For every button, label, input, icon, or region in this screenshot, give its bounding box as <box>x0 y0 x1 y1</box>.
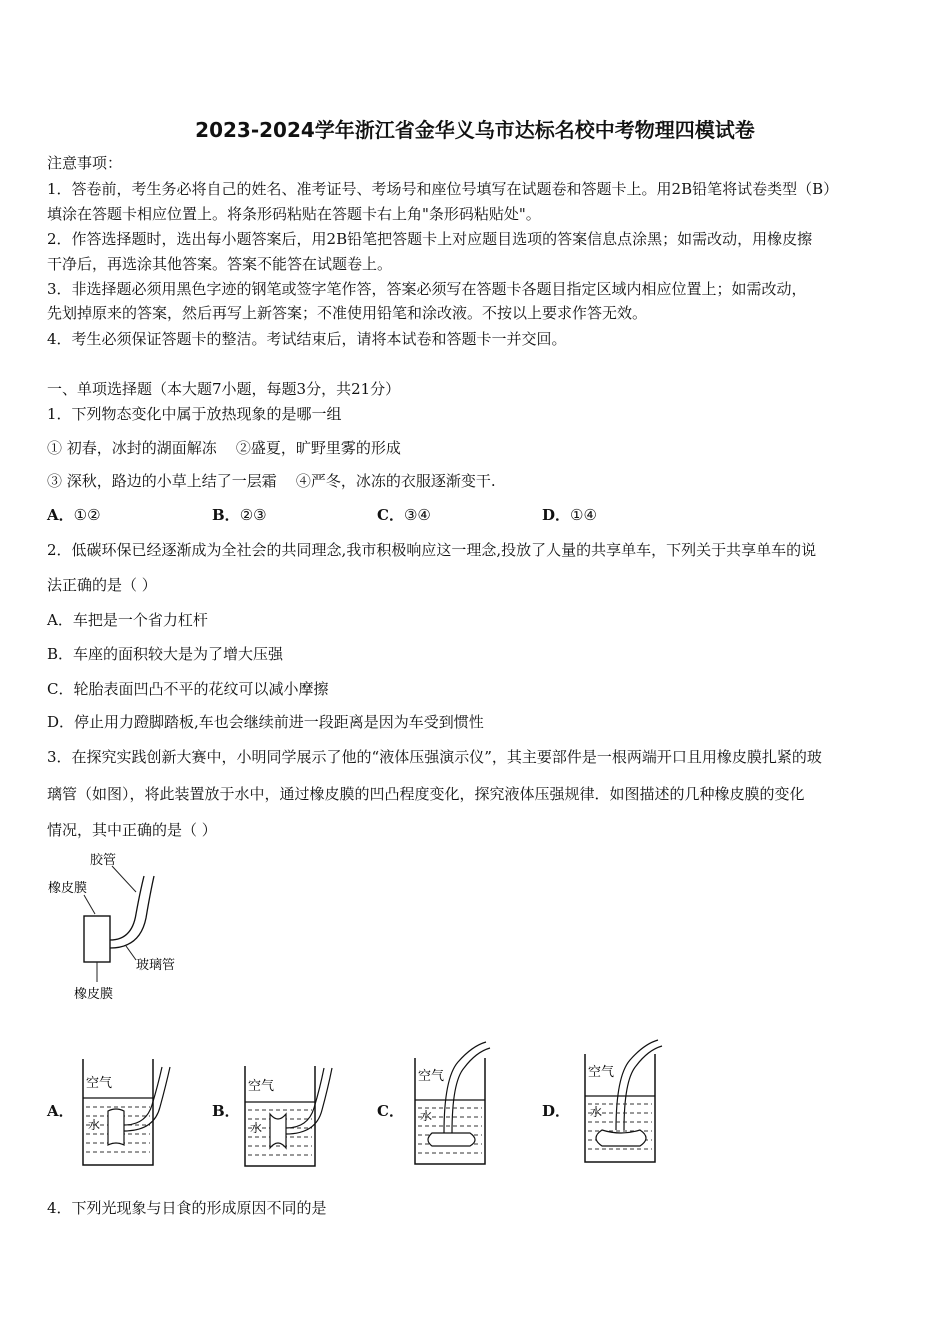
air-label: 空气 <box>86 1076 113 1091</box>
q4-stem: 4．下列光现象与日食的形成原因不同的是 <box>47 1199 327 1217</box>
notice-heading: 注意事项： <box>47 154 123 172</box>
notice-line: 干净后，再选涂其他答案。答案不能答在试题卷上。 <box>47 255 393 273</box>
q1-option-b[interactable]: B．②③ <box>212 506 267 524</box>
q2-stem: 2．低碳环保已经逐渐成为全社会的共同理念,我市积极响应这一理念,投放了人量的共享单车，下列关于共享单车的说 <box>47 541 817 559</box>
leader-line <box>112 866 136 892</box>
hose <box>616 1040 658 1130</box>
q1-stem: 1．下列物态变化中属于放热现象的是哪一组 <box>47 405 342 423</box>
beaker-a[interactable] <box>78 1055 188 1170</box>
air-label: 空气 <box>418 1069 445 1084</box>
membrane-top-label: 橡皮膜 <box>48 881 88 896</box>
glass-tube-label: 玻璃管 <box>136 958 176 973</box>
q3-option-d-label[interactable]: D． <box>542 1102 571 1120</box>
q3-stem-cont2: 情况，其中正确的是（ ） <box>47 821 217 839</box>
water-label: 水 <box>88 1118 101 1132</box>
notice-line: 3．非选择题必须用黑色字迹的钢笔或签字笔作答，答案必须写在答题卡各题目指定区域内相应位置上；如需改动， <box>47 280 807 298</box>
q1-statement-1: ① 初春，冰封的湖面解冻 ②盛夏，旷野里雾的形成 <box>47 439 401 457</box>
air-label: 空气 <box>588 1065 615 1080</box>
apparatus-figure <box>40 848 200 1008</box>
tube-concave <box>270 1114 286 1148</box>
q2-option-a[interactable]: A．车把是一个省力杠杆 <box>47 611 208 629</box>
q3-stem-cont: 璃管（如图），将此装置放于水中，通过橡皮膜的凹凸程度变化，探究液体压强规律．如图描述的几种橡皮膜的变化 <box>47 785 805 803</box>
tube-horizontal <box>428 1133 475 1146</box>
leader-line <box>126 946 136 960</box>
tube-bulged <box>108 1109 124 1145</box>
notice-line: 1．答卷前，考生务必将自己的姓名、准考证号、考场号和座位号填写在试题卷和答题卡上。用2B铅笔将试卷类型（B） <box>47 180 839 198</box>
membrane-bottom-label: 橡皮膜 <box>74 987 114 1002</box>
water-label: 水 <box>590 1105 603 1119</box>
water-label: 水 <box>420 1109 433 1123</box>
hose <box>110 876 154 948</box>
q1-option-c[interactable]: C．③④ <box>377 506 431 524</box>
beaker-c[interactable] <box>410 1038 520 1168</box>
notice-line: 2．作答选择题时，选出每小题答案后，用2B铅笔把答题卡上对应题目选项的答案信息点涂黑；如需改动，用橡皮擦 <box>47 230 813 248</box>
hose <box>124 1067 170 1131</box>
q3-option-b-label[interactable]: B． <box>212 1102 240 1120</box>
q1-option-a[interactable]: A．①② <box>47 506 101 524</box>
section-heading: 一、单项选择题（本大题7小题，每题3分，共21分） <box>47 380 401 398</box>
water-label: 水 <box>250 1121 263 1135</box>
hose <box>110 876 144 940</box>
q2-option-b[interactable]: B．车座的面积较大是为了增大压强 <box>47 645 284 663</box>
q3-option-c-label[interactable]: C． <box>377 1102 404 1120</box>
q2-option-c[interactable]: C．轮胎表面凹凸不平的花纹可以减小摩擦 <box>47 680 329 698</box>
notice-line: 4．考生必须保证答题卡的整洁。考试结束后，请将本试卷和答题卡一并交回。 <box>47 330 567 348</box>
q1-option-d[interactable]: D．①④ <box>542 506 597 524</box>
notice-line: 填涂在答题卡相应位置上。将条形码粘贴在答题卡右上角"条形码粘贴处"。 <box>47 205 541 223</box>
hose <box>624 1046 662 1130</box>
page-title: 2023-2024学年浙江省金华义乌市达标名校中考物理四模试卷 <box>195 118 755 142</box>
q3-stem: 3．在探究实践创新大赛中，小明同学展示了他的“液体压强演示仪”，其主要部件是一根两端开口且用橡皮膜扎紧的玻 <box>47 748 822 766</box>
air-label: 空气 <box>248 1079 275 1094</box>
q2-option-d[interactable]: D．停止用力蹬脚踏板,车也会继续前进一段距离是因为车受到惯性 <box>47 713 484 731</box>
leader-line <box>84 895 95 914</box>
q1-statement-2: ③ 深秋，路边的小草上结了一层霜 ④严冬，冰冻的衣服逐渐变干. <box>47 472 496 490</box>
hose <box>444 1042 486 1133</box>
q3-option-a-label[interactable]: A． <box>47 1102 74 1120</box>
beaker-b[interactable] <box>240 1062 350 1172</box>
tube-horizontal <box>596 1130 646 1146</box>
notice-line: 先划掉原来的答案，然后再写上新答案；不准使用铅笔和涂改液。不按以上要求作答无效。 <box>47 304 648 322</box>
hose <box>286 1068 332 1134</box>
beaker-d[interactable] <box>580 1032 690 1167</box>
glass-tube <box>84 916 110 962</box>
hose-label: 胶管 <box>90 853 117 868</box>
q2-stem-cont: 法正确的是（ ） <box>47 576 157 594</box>
